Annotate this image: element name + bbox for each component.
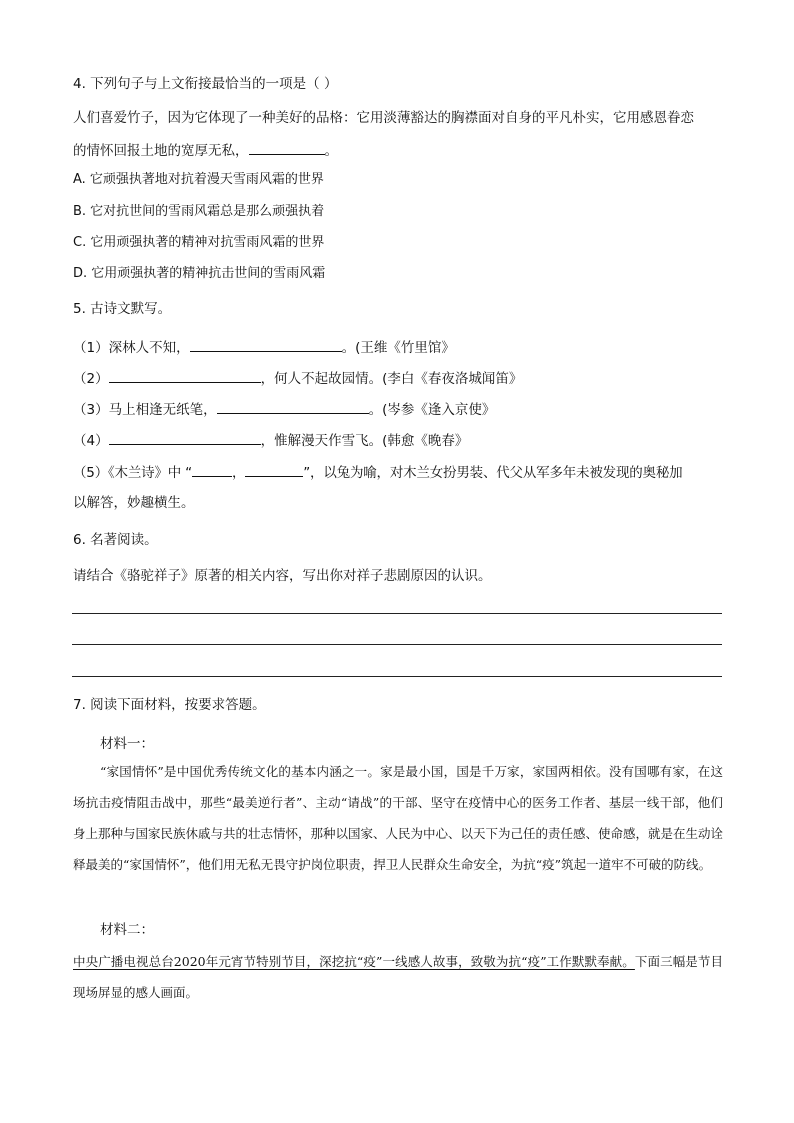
q5-item5-c: ”，以兔为喻，对木兰女扮男装、代父从军多年未被发现的奥秘加 bbox=[303, 465, 683, 481]
q4-passage-post: 。 bbox=[324, 143, 338, 159]
q5-item4 bbox=[73, 430, 468, 451]
q5-item4-blank[interactable] bbox=[109, 430, 261, 445]
q5-item5-b: ， bbox=[231, 465, 246, 481]
q7-material1-text bbox=[73, 756, 723, 880]
q4-option-a: A. 它顽强执著地对抗着漫天雪雨风霜的世界 bbox=[73, 172, 324, 187]
q5-item3 bbox=[73, 399, 495, 420]
q5-item2-post: ，何人不起故园情。(李白《春夜洛城闻笛》 bbox=[260, 371, 523, 387]
q5-item5-blank2[interactable] bbox=[245, 462, 303, 477]
q5-item4-post: ，惟解漫天作雪飞。(韩愈《晚春》 bbox=[260, 433, 469, 449]
q7-stem: 7. 阅读下面材料，按要求答题。 bbox=[73, 697, 266, 713]
q5-item5 bbox=[73, 462, 682, 483]
q5-item5-blank1[interactable] bbox=[192, 462, 232, 477]
q7-material2-rest: 下面三幅是节目现场屏显的感人画面。 bbox=[73, 954, 723, 1000]
q5-item5-a: （5）《木兰诗》中 “ bbox=[73, 465, 192, 481]
q5-item3-blank[interactable] bbox=[217, 399, 369, 414]
q5-item2-pre: （2） bbox=[73, 371, 109, 387]
q5-item3-post: 。(岑参《逢入京使》 bbox=[368, 402, 496, 418]
q7-material1-title: 材料一： bbox=[100, 736, 154, 752]
q4-option-d: D. 它用顽强执著的精神抗击世间的雪雨风霜 bbox=[73, 266, 326, 281]
q4-passage-line2 bbox=[73, 140, 338, 161]
q5-item5-line2: 以解答，妙趣横生。 bbox=[73, 495, 195, 511]
q5-stem: 5. 古诗文默写。 bbox=[73, 301, 172, 317]
q7-material2-text bbox=[73, 946, 723, 1008]
q6-answer-line-1[interactable] bbox=[72, 613, 722, 614]
q5-item1-post: 。(王维《竹里馆》 bbox=[341, 340, 455, 356]
q7-material2-title: 材料二： bbox=[100, 922, 154, 938]
q4-passage-pre: 的情怀回报土地的宽厚无私， bbox=[73, 143, 249, 159]
q5-item3-pre: （3）马上相逢无纸笔， bbox=[73, 402, 217, 418]
q6-prompt: 请结合《骆驼祥子》原著的相关内容，写出你对祥子悲剧原因的认识。 bbox=[73, 568, 492, 584]
q5-item2-blank[interactable] bbox=[109, 368, 261, 383]
q4-option-b: B. 它对抗世间的雪雨风霜总是那么顽强执着 bbox=[73, 204, 325, 219]
q6-answer-line-3[interactable] bbox=[72, 676, 722, 677]
q4-stem: 4. 下列句子与上文衔接最恰当的一项是（ ） bbox=[73, 76, 338, 92]
q4-answer-blank[interactable] bbox=[249, 140, 325, 155]
q5-item1-pre: （1）深林人不知， bbox=[73, 340, 190, 356]
q6-answer-line-2[interactable] bbox=[72, 644, 722, 645]
q4-option-c: C. 它用顽强执著的精神对抗雪雨风霜的世界 bbox=[73, 235, 325, 250]
q4-passage-line1: 人们喜爱竹子，因为它体现了一种美好的品格：它用淡薄豁达的胸襟面对自身的平凡朴实，它用感恩眷恋 bbox=[73, 110, 694, 126]
q7-material2-underlined: 中央广播电视总台2020年元宵节特别节目，深挖抗“疫”一线感人故事，致敬为抗“疫”工作默默奉献。 bbox=[73, 954, 635, 969]
q7-material1-body: “家国情怀”是中国优秀传统文化的基本内涵之一。家是最小国，国是千万家，家国两相依。没有国哪有家，在这场抗击疫情阻击战中，那些“最美逆行者”、主动“请战”的干部、坚守在疫情中心的医务工作者、基层一线干部，他们身上那种与国家民族休戚与共的壮志情怀，那种以国家、人民为中心、以天下为己任的责任感、使命感，就是在生动诠释最美的“家国情怀”，他们用无私无畏守护岗位职责，捍卫人民群众生命安全，为抗“疫”筑起一道牢不可破的防线。 bbox=[73, 764, 724, 872]
q5-item2 bbox=[73, 368, 522, 389]
q5-item1 bbox=[73, 337, 455, 358]
q5-item4-pre: （4） bbox=[73, 433, 109, 449]
q5-item1-blank[interactable] bbox=[190, 337, 342, 352]
q6-stem: 6. 名著阅读。 bbox=[73, 532, 158, 548]
